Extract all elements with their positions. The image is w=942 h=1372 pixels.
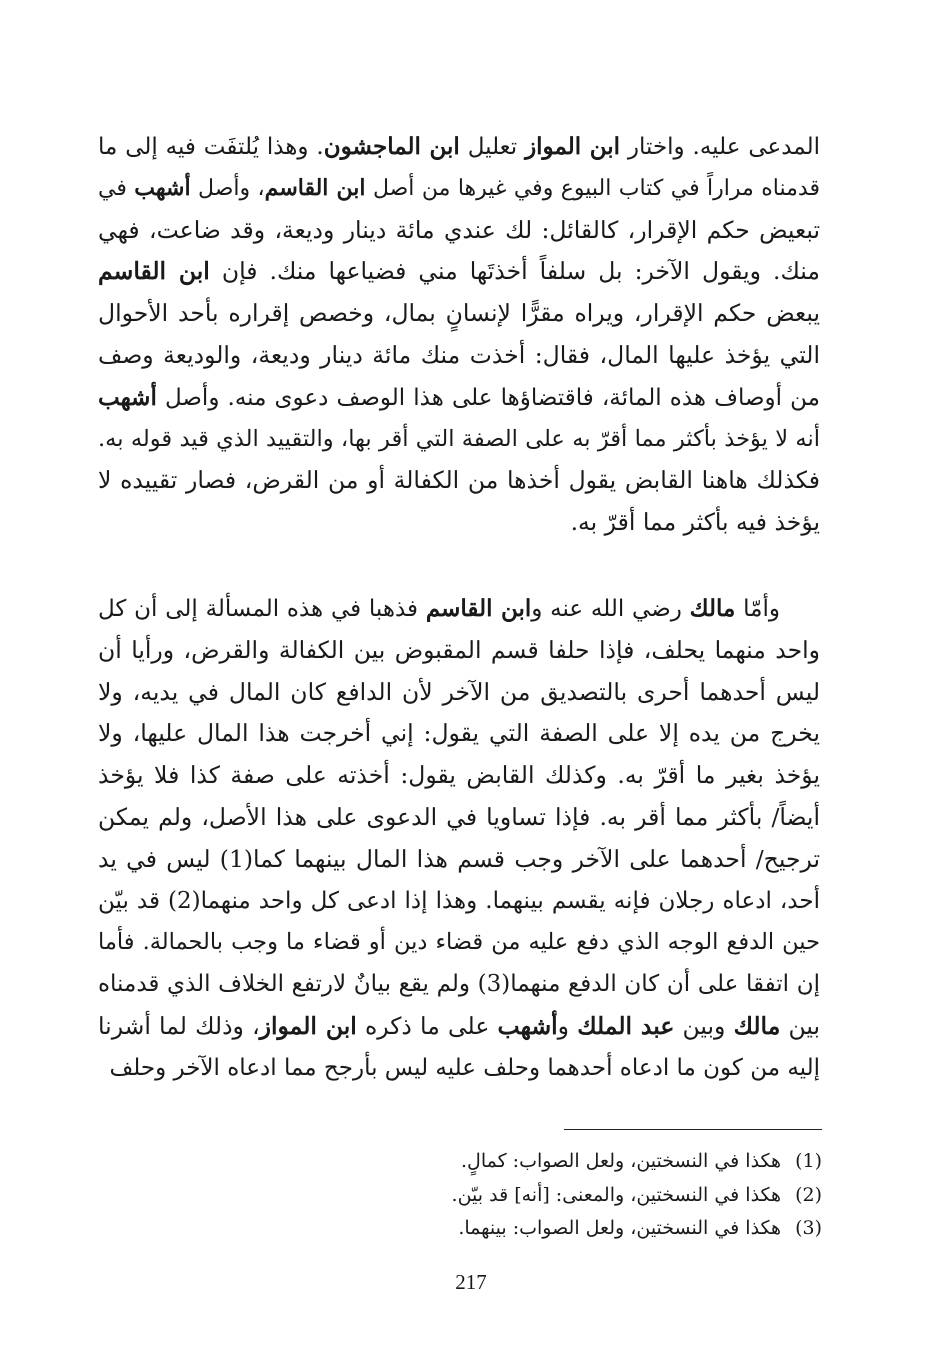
text-line [98,460,820,502]
text-line [98,1006,820,1048]
text-segment: ، وذلك لما أشرنا [98,1011,260,1040]
text-line [98,419,820,461]
footnote-text: هكذا في النسختين، والمعنى: [أنه] قد بيّن. [451,1183,782,1206]
text-line [98,922,820,964]
text-segment: أنه لا يؤخذ بأكثر مما أقرّ به على الصفة التي أقر بها، والتقييد الذي قيد قوله به. [98,425,820,452]
text-line [98,210,820,252]
text-segment: فكذلك هاهنا القابض يقول أخذها من الكفالة أو من القرض، فصار تقييده لا [98,466,820,495]
footnotes [322,1145,822,1246]
text-line [98,1048,820,1090]
text-segment: بين [780,1011,820,1040]
bold-name: ابن المواز [525,133,621,160]
text-segment: على ما ذكره [356,1011,498,1040]
text-segment: حين الدفع الوجه الذي دفع عليه من قضاء دين أو قضاء ما وجب بالحمالة. فأما [98,929,820,956]
bold-name: ابن المواز [259,1011,357,1040]
text-segment: فذهبا في هذه المسألة إلى أن كل [98,596,426,622]
text-line [98,672,820,714]
text-line [98,797,820,839]
text-line [98,630,820,672]
text-segment: منك. ويقول الآخر: بل سلفاً أخذتَها مني فضياعها منك. فإن [209,257,820,286]
bold-name: ابن الماجشون [323,133,460,160]
text-segment: إليه من كون ما ادعاه أحدهما وحلف عليه ليس بأرجح مما ادعاه الآخر وحلف [109,1054,820,1081]
bold-name: ابن القاسم [264,174,366,201]
text-segment: أيضاً/ بأكثر مما أقر به. فإذا تساويا في الدعوى على هذا الأصل، ولم يمكن [98,802,820,831]
page-number: 217 [455,1270,487,1294]
bold-name: أشهب [497,1011,558,1040]
text-segment: . وهذا يُلتفَت فيه إلى ما [98,134,324,160]
text-segment: وأمّا [735,596,781,622]
text-line [98,755,820,797]
text-line [98,126,820,168]
text-line [98,588,820,630]
text-segment: يخرج من يده إلا على الصفة التي يقول: إني أخرجت هذا المال عليها، ولا [98,719,820,748]
text-line [98,881,820,923]
footnote-text: هكذا في النسختين، ولعل الصواب: كمالٍ. [460,1150,782,1172]
text-segment: أحد، ادعاه رجلان فإنه يقسم بينهما. وهذا إذا ادعى كل واحد منهما(2) قد بيّن [98,887,820,914]
text-line [98,839,820,881]
text-segment: رضي الله عنه و [531,596,690,622]
footnote-number: (1) [795,1150,822,1172]
bold-name: أشهب [134,174,191,201]
bold-name: ابن القاسم [98,257,210,286]
footnote-separator [564,1129,822,1130]
text-line [98,377,820,419]
text-segment: ترجيح/ أحدهما على الآخر وجب قسم هذا المال بينهما كما(1) ليس في يد [98,844,820,873]
text-segment: تبعيض حكم الإقرار، كالقائل: لك عندي مائة دينار وديعة، وقد ضاعت، فهي [98,215,820,244]
text-line [98,713,820,755]
text-line [98,964,820,1006]
text-segment: المدعى عليه. واختار [620,134,820,160]
paragraph-2 [98,588,820,1090]
text-segment: التي يؤخذ عليها المال، فقال: أخذت منك مائة دينار وديعة، والوديعة وصف [98,340,820,369]
text-segment: و [557,1011,578,1040]
text-segment: واحد منهما يحلف، فإذا حلفا قسم المقبوض بين الكفالة والقرض، ورأيا أن [98,635,820,664]
footnote-2 [322,1179,822,1213]
text-segment: إن اتفقا على أن كان الدفع منهما(3) ولم يقع بيانٌ لارتفع الخلاف الذي قدمناه [98,971,820,998]
paragraph-1 [98,126,820,544]
bold-name: مالك [689,595,736,622]
footnote-number: (2) [795,1183,822,1206]
text-line [98,168,820,210]
text-segment: يبعض حكم الإقرار، ويراه مقرًّا لإنسانٍ بمال، وخصص إقراره بأحد الأحوال [98,299,820,328]
text-segment: يؤخذ فيه بأكثر مما أقرّ به. [570,508,820,537]
text-line [98,502,820,544]
text-segment: في [98,175,135,201]
bold-name: عبد الملك [577,1011,675,1040]
footnote-text: هكذا في النسختين، ولعل الصواب: بينهما. [458,1217,782,1239]
text-segment: قدمناه مراراً في كتاب البيوع وفي غيرها من أصل [365,175,820,201]
bold-name: ابن القاسم [425,595,532,622]
text-segment: وبين [674,1011,734,1040]
footnote-3 [322,1212,822,1246]
footnote-number: (3) [795,1217,822,1239]
footnote-1 [322,1145,822,1179]
text-segment: يؤخذ بغير ما أقرّ به. وكذلك القابض يقول: أخذته على صفة كذا فلا يؤخذ [98,761,820,790]
text-segment: من أوصاف هذه المائة، فاقتضاؤها على هذا الوصف دعوى منه. وأصل [156,384,820,411]
text-segment: ، وأصل [190,175,265,201]
text-line [98,335,820,377]
bold-name: مالك [733,1011,781,1040]
text-segment: ليس أحدهما أحرى بالتصديق من الآخر لأن الدافع كان المال في يديه، ولا [98,677,820,706]
text-line [98,293,820,335]
bold-name: أشهب [98,383,157,411]
text-segment: تعليل [459,134,526,160]
text-line [98,251,820,293]
